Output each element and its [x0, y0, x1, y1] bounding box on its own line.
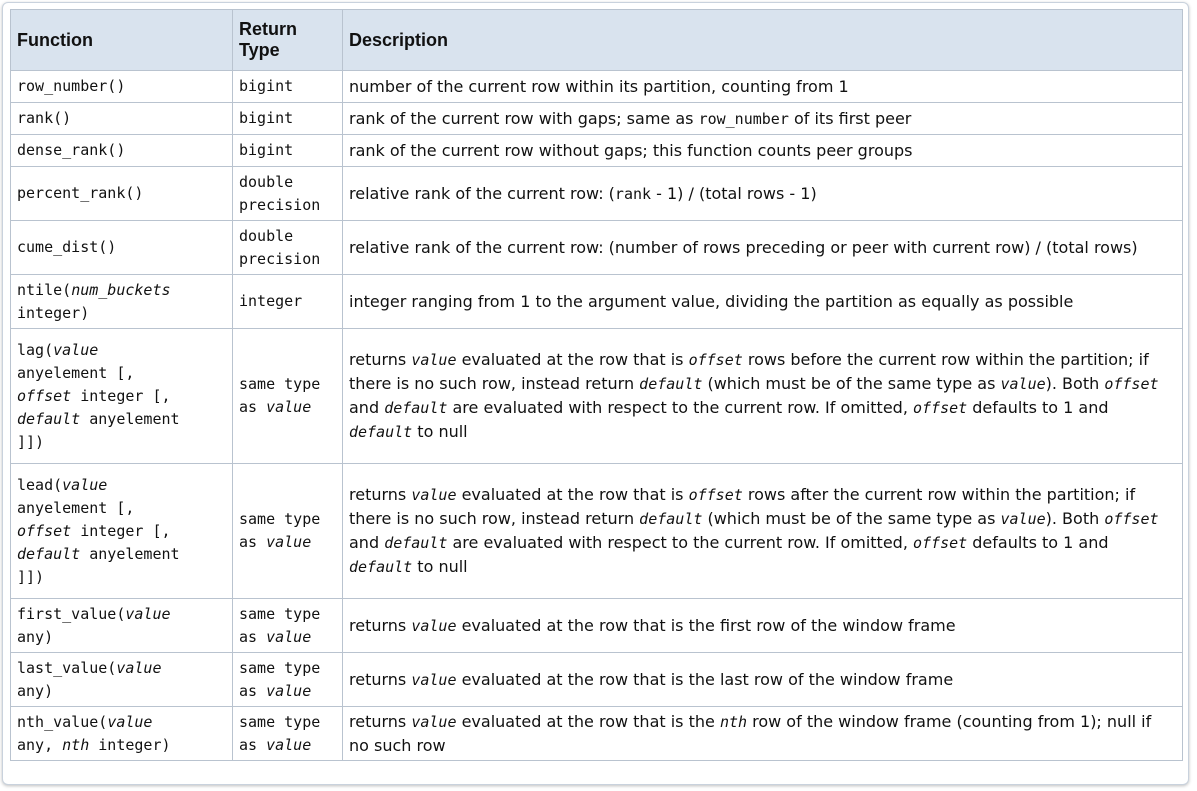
description-cell: number of the current row within its partition, counting from 1	[343, 71, 1183, 103]
return-type-cell: same type as value	[233, 329, 343, 464]
table-row	[11, 599, 1183, 653]
function-cell: cume_dist()	[11, 221, 233, 275]
description-cell: returns value evaluated at the row that is offset rows before the current row within the partition; if there is no such row, instead return default (which must be of the same type as value). Both offset and default are evaluated with respect to the current row. If omitted, offset defaults to 1 and default to null	[343, 329, 1183, 464]
header-function: Function	[11, 10, 233, 71]
function-cell: dense_rank()	[11, 135, 233, 167]
table-row	[11, 103, 1183, 135]
table-row	[11, 167, 1183, 221]
return-type-cell: same type as value	[233, 464, 343, 599]
description-cell: relative rank of the current row: (number of rows preceding or peer with current row) / (total rows)	[343, 221, 1183, 275]
return-type-cell: bigint	[233, 135, 343, 167]
table-row	[11, 653, 1183, 707]
return-type-cell: same type as value	[233, 653, 343, 707]
return-type-cell: integer	[233, 275, 343, 329]
function-cell: lead(value anyelement [, offset integer [, default anyelement ]])	[11, 464, 233, 599]
function-cell: ntile(num_buckets integer)	[11, 275, 233, 329]
header-row	[11, 10, 1183, 71]
table-row	[11, 464, 1183, 599]
table-row	[11, 275, 1183, 329]
description-cell: rank of the current row without gaps; this function counts peer groups	[343, 135, 1183, 167]
return-type-cell: same type as value	[233, 599, 343, 653]
description-cell: returns value evaluated at the row that is the nth row of the window frame (counting from 1); null if no such row	[343, 707, 1183, 761]
header-return-type: Return Type	[233, 10, 343, 71]
function-cell: row_number()	[11, 71, 233, 103]
table-row	[11, 71, 1183, 103]
function-cell: last_value(value any)	[11, 653, 233, 707]
return-type-cell: double precision	[233, 167, 343, 221]
table-row	[11, 135, 1183, 167]
return-type-cell: bigint	[233, 71, 343, 103]
table-row	[11, 707, 1183, 761]
table-row	[11, 221, 1183, 275]
description-cell: rank of the current row with gaps; same as row_number of its first peer	[343, 103, 1183, 135]
function-cell: percent_rank()	[11, 167, 233, 221]
function-cell: rank()	[11, 103, 233, 135]
header-description: Description	[343, 10, 1183, 71]
return-type-cell: bigint	[233, 103, 343, 135]
description-cell: returns value evaluated at the row that is the last row of the window frame	[343, 653, 1183, 707]
description-cell: relative rank of the current row: (rank - 1) / (total rows - 1)	[343, 167, 1183, 221]
return-type-cell: double precision	[233, 221, 343, 275]
return-type-cell: same type as value	[233, 707, 343, 761]
window-functions-table	[10, 9, 1183, 761]
description-cell: integer ranging from 1 to the argument value, dividing the partition as equally as possible	[343, 275, 1183, 329]
description-cell: returns value evaluated at the row that is offset rows after the current row within the partition; if there is no such row, instead return default (which must be of the same type as value). Both offset and default are evaluated with respect to the current row. If omitted, offset defaults to 1 and default to null	[343, 464, 1183, 599]
function-cell: first_value(value any)	[11, 599, 233, 653]
function-cell: nth_value(value any, nth integer)	[11, 707, 233, 761]
functions-table-panel	[2, 2, 1189, 785]
function-cell: lag(value anyelement [, offset integer [, default anyelement ]])	[11, 329, 233, 464]
description-cell: returns value evaluated at the row that is the first row of the window frame	[343, 599, 1183, 653]
table-row	[11, 329, 1183, 464]
